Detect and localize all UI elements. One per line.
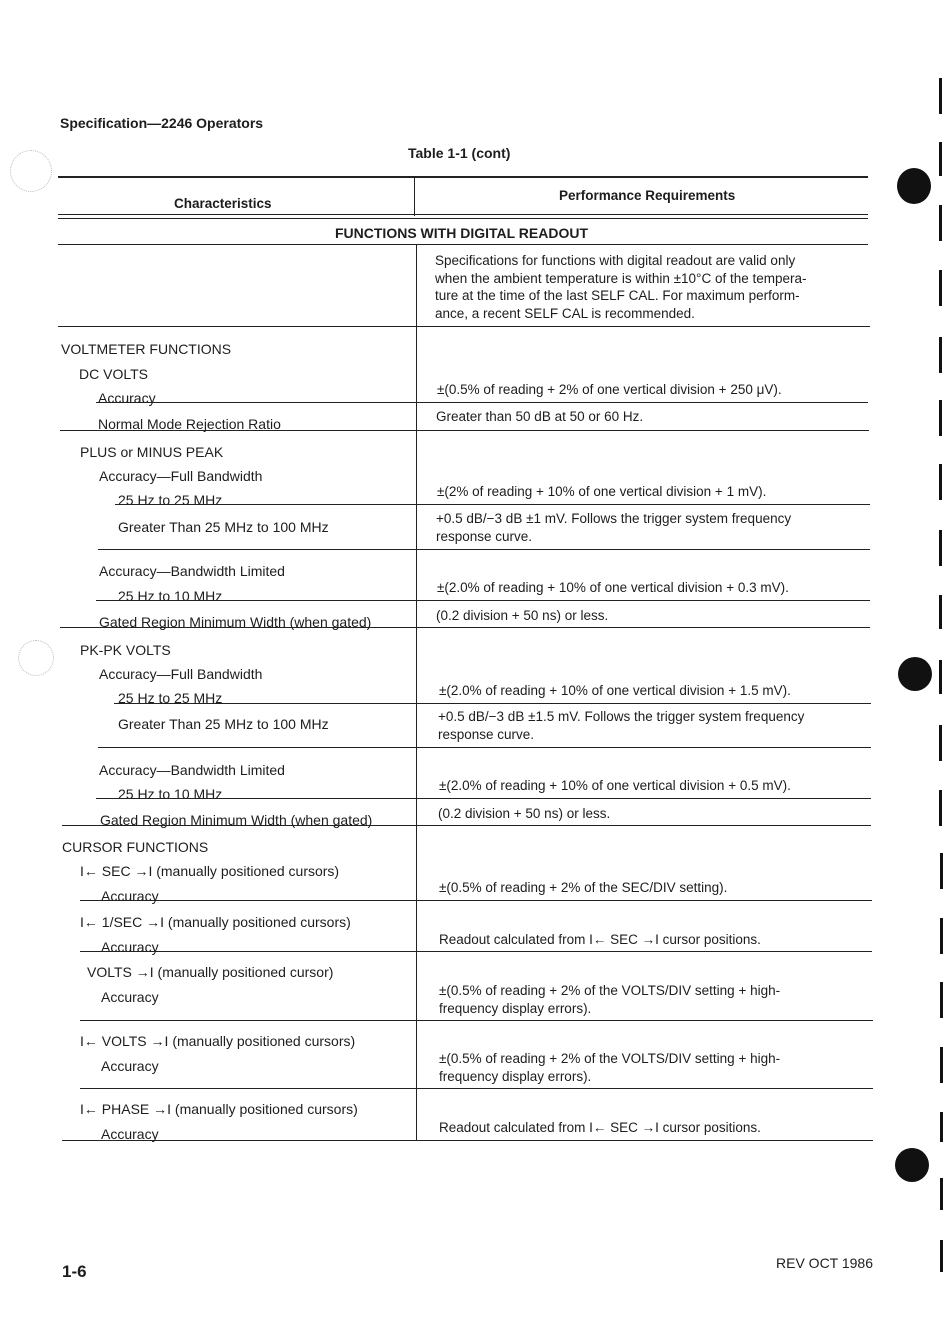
change-bar (939, 464, 942, 500)
intro-line: ture at the time of the last SELF CAL. For maximum perform- (435, 288, 800, 303)
dual-volts-accuracy-label: Accuracy (101, 1058, 159, 1074)
table-title: Table 1-1 (cont) (408, 145, 511, 161)
range-25hz-10mhz-requirement: ±(2.0% of reading + 10% of one vertical division + 0.3 mV). (437, 580, 789, 595)
change-bar (940, 982, 943, 1018)
plus-minus-peak-label: PLUS or MINUS PEAK (80, 444, 224, 460)
change-bar (939, 142, 942, 176)
requirement-line: +0.5 dB/−3 dB ±1 mV. Follows the trigger system frequency (436, 511, 792, 526)
change-bar (939, 400, 942, 436)
pk-gated-region-requirement: (0.2 division + 50 ns) or less. (438, 806, 611, 821)
requirement-line: response curve. (438, 727, 535, 742)
dc-accuracy-label: Accuracy (98, 390, 156, 406)
pk-range-25hz-25mhz-label: 25 Hz to 25 MHz (118, 690, 223, 706)
phase-accuracy-requirement: Readout calculated from I← SEC →I cursor positions. (439, 1120, 761, 1135)
dual-volts-accuracy-requirement (439, 1050, 872, 1086)
change-bar (940, 853, 943, 889)
row-rule (115, 504, 870, 505)
requirement-line: +0.5 dB/−3 dB ±1.5 mV. Follows the trigger system frequency (438, 709, 805, 724)
range-25hz-25mhz-requirement: ±(2% of reading + 10% of one vertical division + 1 mV). (437, 484, 767, 499)
intro-line: ance, a recent SELF CAL is recommended. (435, 305, 695, 321)
range-25hz-10mhz-label: 25 Hz to 10 MHz (118, 588, 223, 604)
table-top-rule (58, 176, 868, 178)
voltmeter-heading: VOLTMETER FUNCTIONS (61, 341, 232, 357)
change-bar (940, 1240, 943, 1272)
header-rule-1 (58, 214, 868, 215)
change-bar (940, 1178, 943, 1210)
intro-line: when the ambient temperature is within ±10°C of the tempera- (435, 270, 807, 286)
gated-region-requirement: (0.2 division + 50 ns) or less. (436, 608, 609, 623)
requirement-line: frequency display errors). (439, 1001, 592, 1016)
phase-cursor-label: I← PHASE →I (manually positioned cursors) (80, 1101, 358, 1117)
change-bar (939, 78, 942, 114)
punch-hole-ghost (18, 640, 54, 676)
cursor-heading: CURSOR FUNCTIONS (62, 839, 209, 855)
column-header-characteristics: Characteristics (174, 196, 272, 211)
change-bar (939, 205, 942, 241)
row-rule (96, 600, 870, 601)
punch-hole (898, 657, 932, 691)
change-bar (939, 337, 942, 373)
range-25hz-25mhz-label: 25 Hz to 25 MHz (118, 492, 223, 508)
pk-bandwidth-limited-label: Accuracy—Bandwidth Limited (99, 762, 285, 778)
gated-region-label: Gated Region Minimum Width (when gated) (99, 614, 372, 630)
phase-accuracy-label: Accuracy (101, 1126, 159, 1142)
dc-volts-label: DC VOLTS (79, 366, 148, 382)
punch-hole-ghost (10, 150, 52, 192)
intro-line: Specifications for functions with digital readout are valid only (435, 253, 796, 268)
sec-accuracy-label: Accuracy (101, 888, 159, 904)
pk-greater-than-25mhz-requirement (438, 708, 871, 744)
row-rule (98, 549, 870, 550)
requirement-line: frequency display errors). (439, 1069, 592, 1084)
intro-paragraph (435, 252, 869, 322)
row-rule (98, 747, 871, 748)
change-bar (939, 725, 942, 761)
row-rule (80, 900, 872, 901)
row-rule (96, 798, 871, 799)
requirement-line: response curve. (436, 529, 533, 544)
table-bottom-rule (62, 1140, 873, 1141)
pk-pk-volts-label: PK-PK VOLTS (80, 642, 171, 658)
change-bar (939, 530, 942, 566)
pk-gated-region-label: Gated Region Minimum Width (when gated) (100, 812, 373, 828)
row-rule (80, 1020, 873, 1021)
inv-sec-accuracy-requirement: Readout calculated from I← SEC →I cursor positions. (439, 932, 761, 947)
dc-accuracy-requirement: ±(0.5% of reading + 2% of one vertical division + 250 μV). (437, 382, 782, 397)
page-number: 1-6 (62, 1262, 87, 1281)
intro-rule (58, 326, 870, 327)
pk-range-25hz-25mhz-requirement: ±(2.0% of reading + 10% of one vertical division + 1.5 mV). (439, 683, 791, 698)
nmrr-requirement: Greater than 50 dB at 50 or 60 Hz. (436, 409, 644, 424)
change-bar (940, 1112, 943, 1142)
nmrr-label: Normal Mode Rejection Ratio (98, 416, 281, 432)
revision-date: REV OCT 1986 (776, 1255, 874, 1271)
change-bar (939, 270, 942, 306)
row-rule (60, 430, 869, 431)
change-bar (940, 918, 943, 954)
volts-accuracy-requirement (439, 982, 872, 1018)
volts-accuracy-label: Accuracy (101, 989, 159, 1005)
row-rule (96, 402, 868, 403)
sec-cursor-label: I← SEC →I (manually positioned cursors) (80, 863, 340, 879)
dual-volts-cursor-label: I← VOLTS →I (manually positioned cursors) (80, 1033, 356, 1049)
pk-range-25hz-10mhz-label: 25 Hz to 10 MHz (118, 786, 223, 802)
column-header-performance: Performance Requirements (559, 188, 736, 203)
volts-cursor-label: VOLTS →I (manually positioned cursor) (87, 964, 334, 980)
change-bar (939, 660, 942, 694)
section-title: FUNCTIONS WITH DIGITAL READOUT (335, 225, 589, 241)
change-bar (939, 595, 942, 629)
column-divider-header (414, 178, 415, 216)
pk-greater-than-25mhz-label: Greater Than 25 MHz to 100 MHz (118, 716, 329, 732)
full-bandwidth-label: Accuracy—Full Bandwidth (99, 468, 263, 484)
pk-range-25hz-10mhz-requirement: ±(2.0% of reading + 10% of one vertical division + 0.5 mV). (439, 778, 791, 793)
greater-than-25mhz-requirement (436, 510, 870, 546)
punch-hole (895, 1148, 929, 1182)
page-header-title: Specification—2246 Operators (60, 115, 264, 131)
row-rule (80, 951, 872, 952)
inv-sec-cursor-label: I← 1/SEC →I (manually positioned cursors) (80, 914, 351, 930)
change-bar (939, 790, 942, 826)
greater-than-25mhz-label: Greater Than 25 MHz to 100 MHz (118, 519, 329, 535)
punch-hole (897, 168, 931, 204)
sec-accuracy-requirement: ±(0.5% of reading + 2% of the SEC/DIV setting). (439, 880, 728, 895)
change-bar (940, 1047, 943, 1083)
row-rule (62, 825, 871, 826)
section-rule (58, 244, 868, 245)
pk-full-bandwidth-label: Accuracy—Full Bandwidth (99, 666, 263, 682)
header-rule-2 (58, 218, 868, 219)
requirement-line: ±(0.5% of reading + 2% of the VOLTS/DIV setting + high- (439, 983, 781, 998)
row-rule (60, 627, 870, 628)
inv-sec-accuracy-label: Accuracy (101, 939, 159, 955)
row-rule (80, 1088, 873, 1089)
requirement-line: ±(0.5% of reading + 2% of the VOLTS/DIV setting + high- (439, 1051, 781, 1066)
bandwidth-limited-label: Accuracy—Bandwidth Limited (99, 563, 285, 579)
column-divider (416, 244, 417, 1140)
row-rule (114, 703, 871, 704)
